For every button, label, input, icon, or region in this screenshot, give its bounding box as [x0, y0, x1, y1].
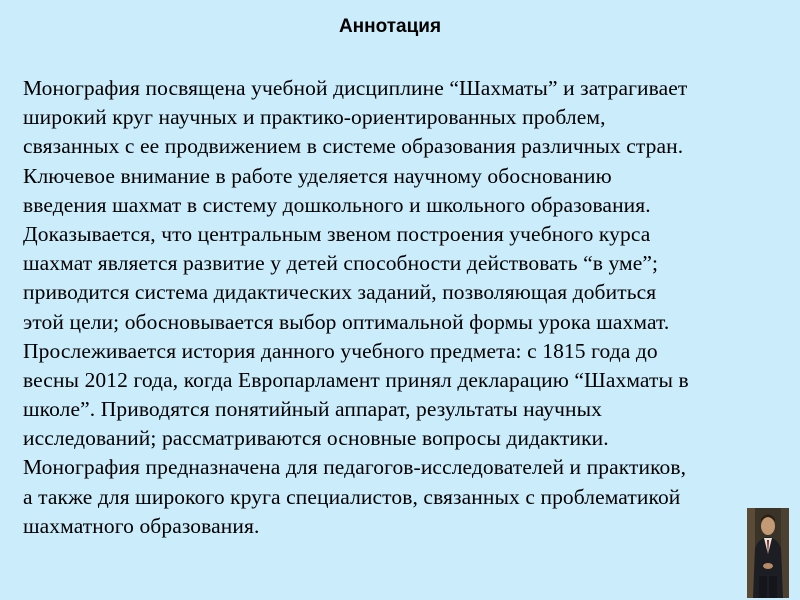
- text-line: Монография посвящена учебной дисциплине “Шахматы” и затрагивает: [23, 76, 688, 100]
- text-line: Доказывается, что центральным звеном построения учебного курса: [23, 221, 651, 246]
- person-photo: [747, 508, 789, 598]
- text-line: а также для широкого круга специалистов, связанных с проблематикой: [23, 484, 681, 509]
- text-line: связанных с ее продвижением в системе образования различных стран.: [23, 134, 684, 159]
- text-line: этой цели; обосновывается выбор оптимальной формы урока шахмат.: [23, 309, 670, 334]
- text-line: исследований; рассматриваются основные вопросы дидактики.: [23, 426, 609, 451]
- text-line: школе”. Приводятся понятийный аппарат, результаты научных: [23, 397, 603, 422]
- person-photo-icon: [747, 508, 789, 598]
- slide-title: Аннотация: [338, 16, 442, 37]
- text-line: Прослеживается история данного учебного предмета: с 1815 года до: [23, 338, 658, 363]
- text-line: Монография предназначена для педагогов-исследователей и практиков,: [23, 455, 687, 480]
- text-line: введения шахмат в систему дошкольного и школьного образования.: [23, 192, 651, 217]
- text-line: приводится система дидактических заданий, позволяющая добиться: [23, 280, 657, 305]
- annotation-text: [23, 74, 775, 541]
- text-line: шахматного образования.: [23, 513, 260, 538]
- text-line: весны 2012 года, когда Европарламент принял декларацию “Шахматы в: [23, 367, 689, 392]
- text-line: широкий круг научных и практико-ориентированных проблем,: [23, 105, 606, 130]
- text-line: Ключевое внимание в работе уделяется научному обоснованию: [23, 163, 612, 188]
- text-line: шахмат является развитие у детей способности действовать “в уме”;: [23, 251, 659, 276]
